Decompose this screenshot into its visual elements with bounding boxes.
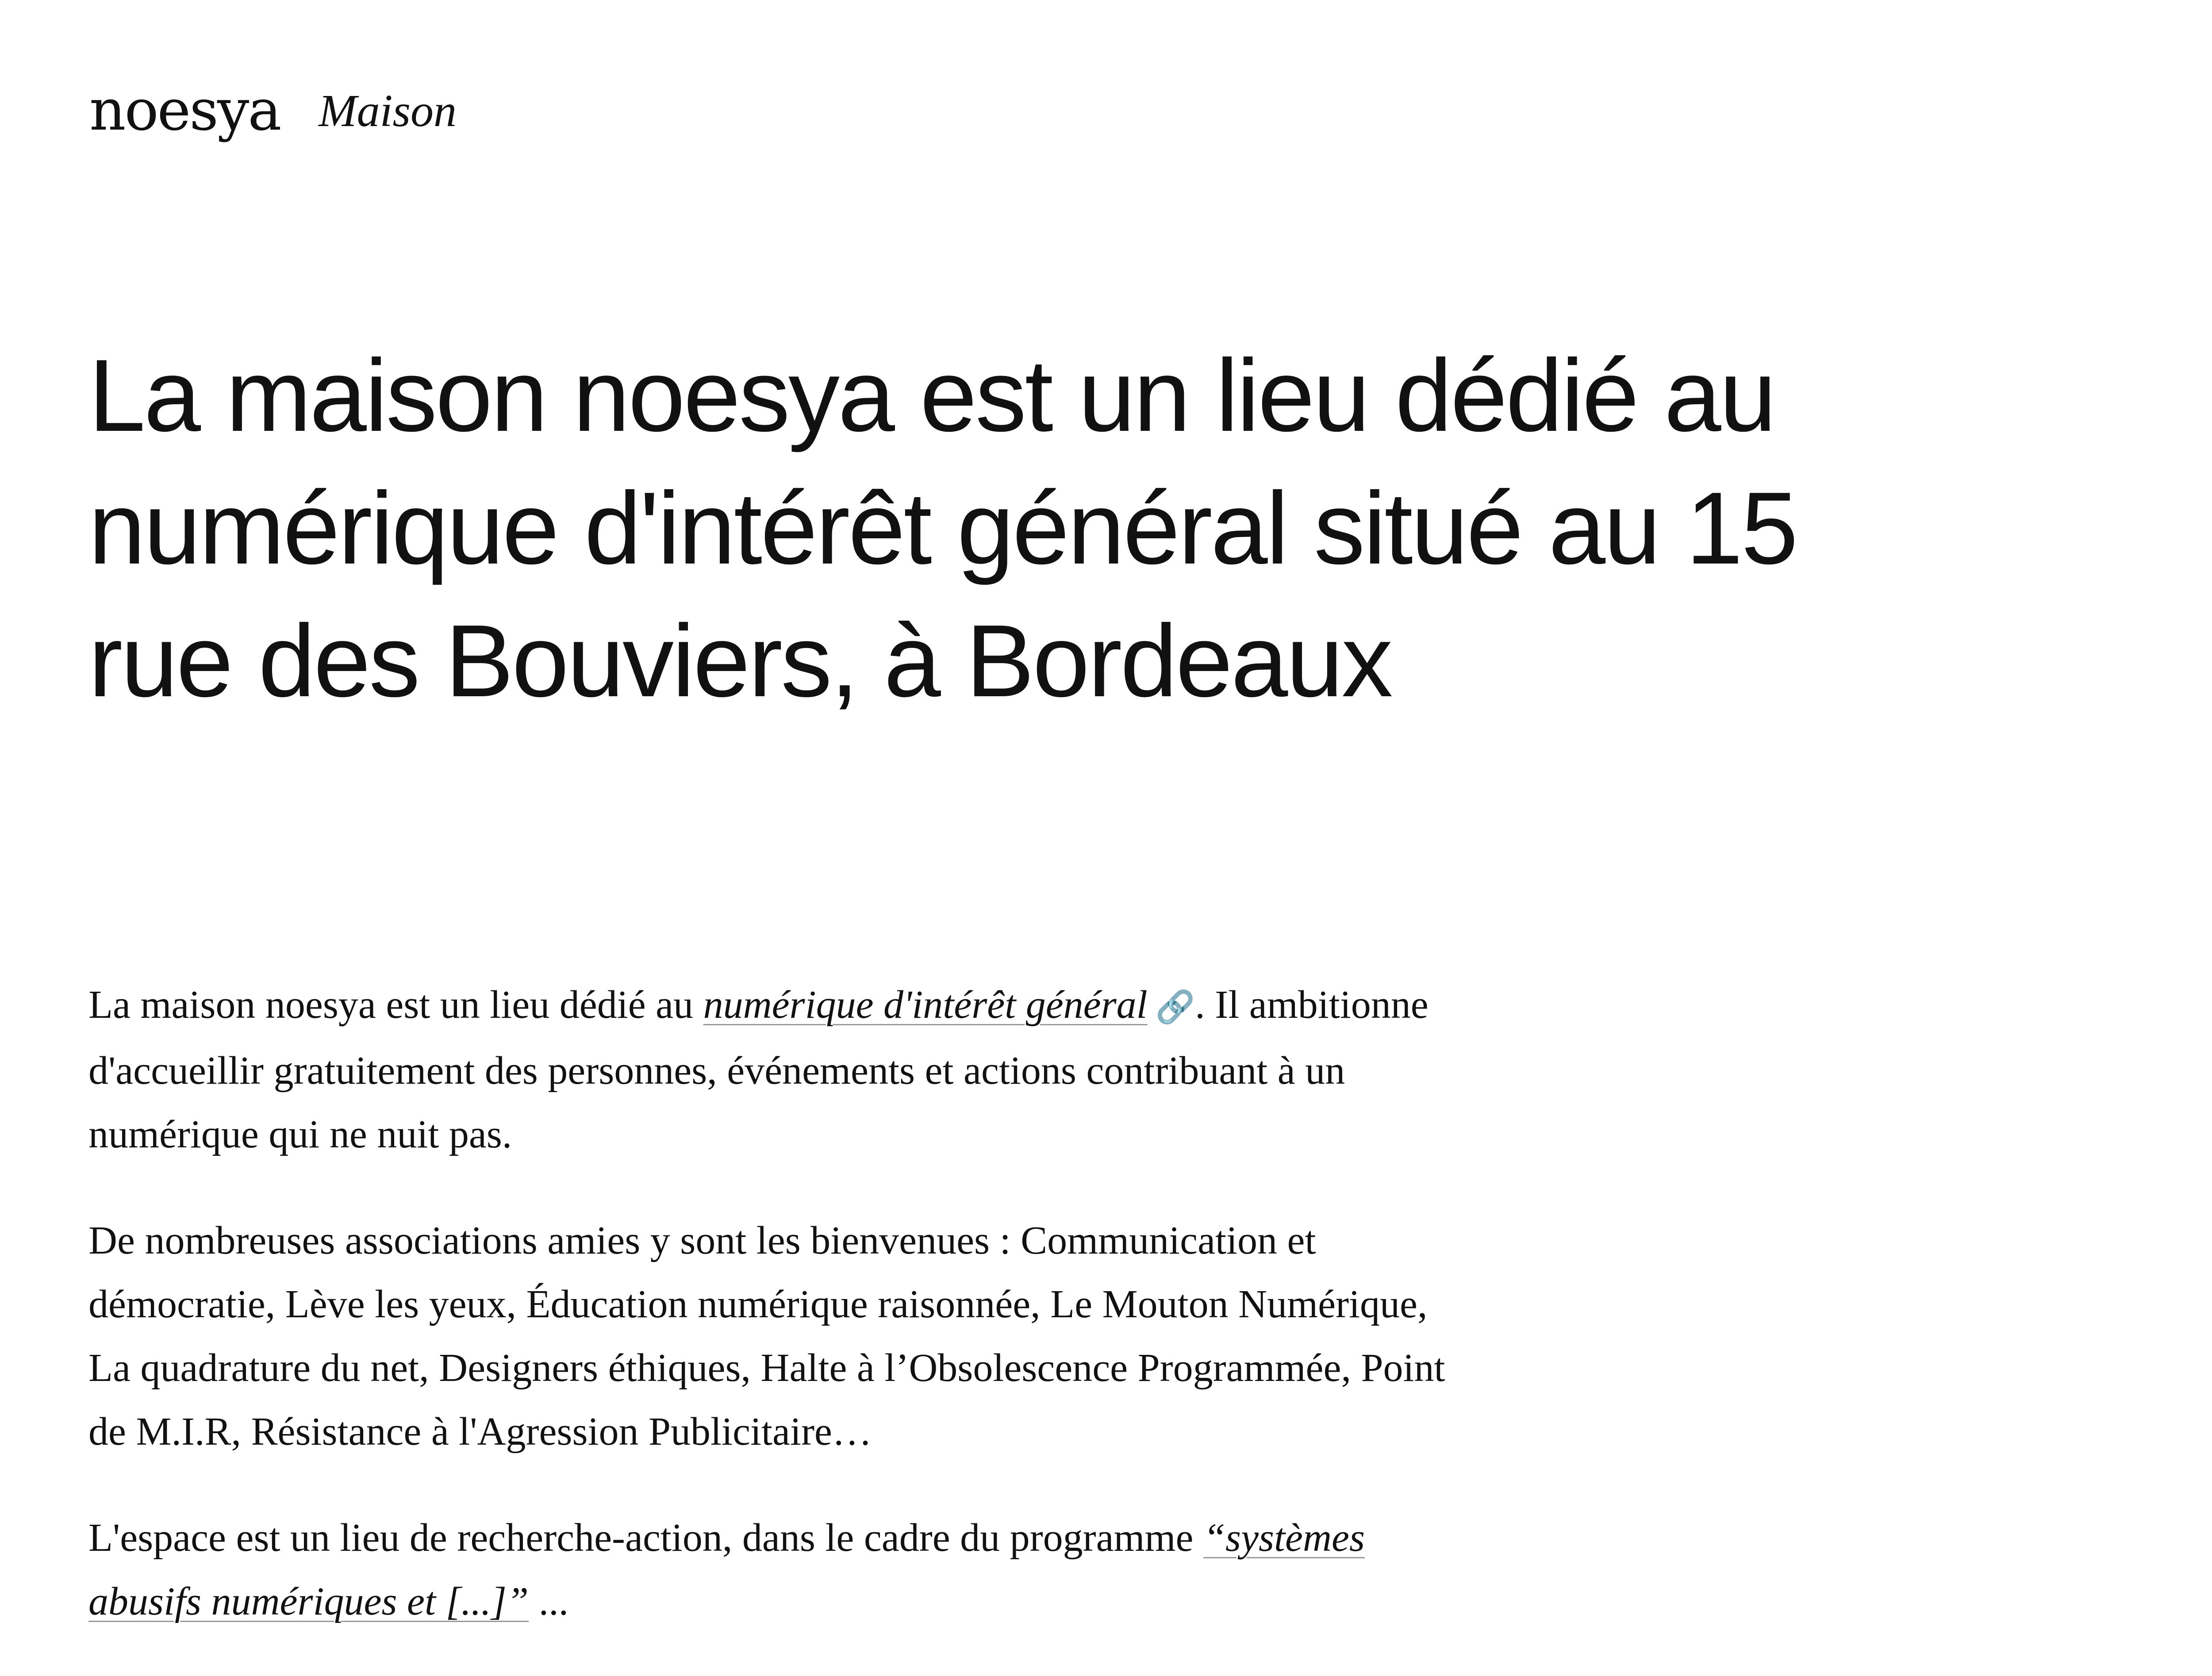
link-icon: 🔗 <box>1155 989 1195 1025</box>
site-logo[interactable]: noesya <box>89 77 280 143</box>
research-text-after: ... <box>529 1580 569 1623</box>
systemes-abusifs-link[interactable]: “systèmes abusifs numériques et [...]” <box>88 1516 1365 1623</box>
associations-paragraph: De nombreuses associations amies y sont les bienvenues : Communication et démocratie, Lève les yeux, Éducation numérique raisonnée, Le Mouton Numérique, La quadrature du net, Designers éthiques, Halte à l’Obsolescence Programmée, Point de M.I.R, Résistance à l'Agression Publicitaire… <box>88 1219 1445 1454</box>
link-label: numérique d'intérêt général <box>703 983 1148 1027</box>
page-title: La maison noesya est un lieu dédié au numérique d'intérêt général situé au 15 rue des Bouviers, à Bordeaux <box>88 338 1797 718</box>
research-paragraph <box>88 1506 1460 1634</box>
numerique-interet-general-link[interactable] <box>703 983 1195 1027</box>
intro-text-before: La maison noesya est un lieu dédié au <box>88 983 703 1027</box>
site-header <box>0 0 2212 230</box>
section-name[interactable]: Maison <box>319 85 457 136</box>
intro-text-after: . Il ambitionne d'accueillir gratuitement des personnes, événements et actions contribuant à un numérique qui ne nuit pas. <box>88 983 1429 1156</box>
research-text-before: L'espace est un lieu de recherche-action, dans le cadre du programme <box>88 1516 1203 1560</box>
intro-paragraph <box>88 973 1460 1166</box>
main-content <box>88 973 1460 1676</box>
